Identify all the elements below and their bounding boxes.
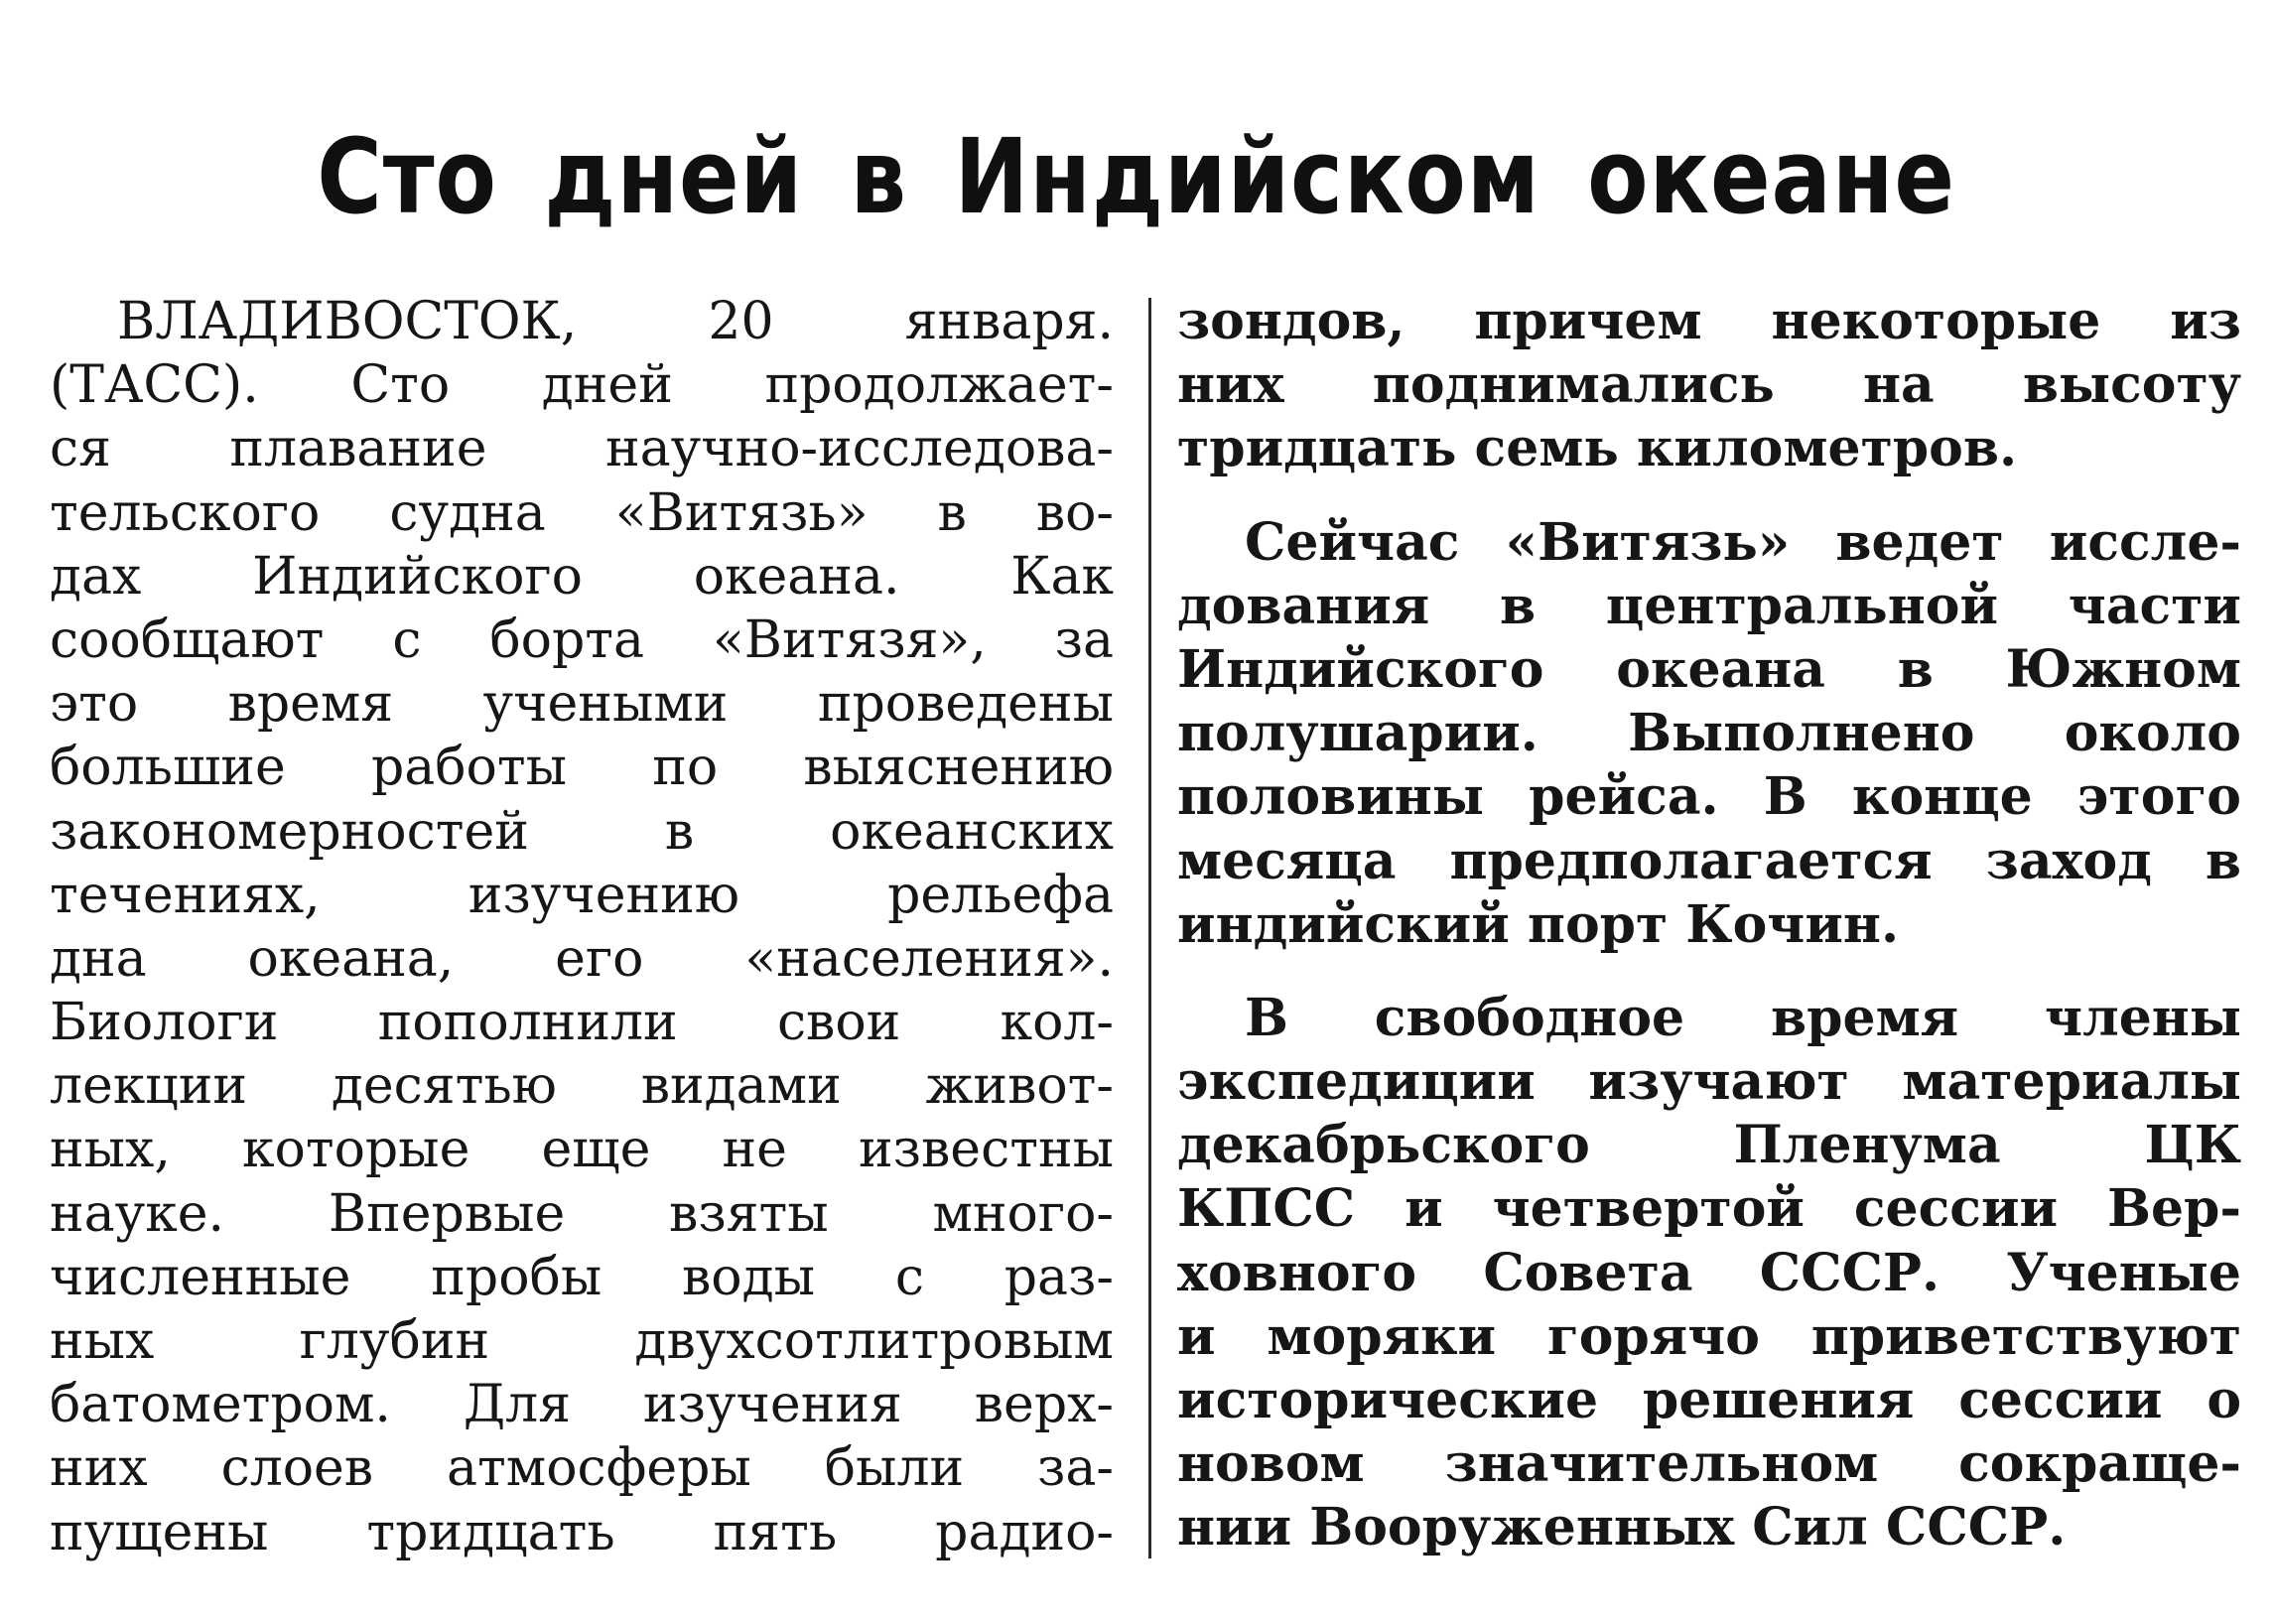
text-line: дах Индийского океана. Как xyxy=(50,546,1114,607)
text-line: индийский порт Кочин. xyxy=(1177,893,1900,955)
text-line: них поднимались на высоту xyxy=(1177,354,2241,416)
text-line: ных глубин двухсотлитровым xyxy=(50,1311,1114,1371)
text-line: Сейчас «Витязь» ведет иссле- xyxy=(1245,511,2241,573)
text-line: ных, которые еще не известны xyxy=(50,1120,1114,1180)
text-line: тельского судна «Витязь» в во- xyxy=(50,482,1114,543)
article-headline: Сто дней в Индийском океане xyxy=(317,116,1955,237)
text-line: Индийского океана в Южном xyxy=(1177,638,2241,700)
paragraph-gap xyxy=(1177,957,2241,987)
text-line: месяца предполагается заход в xyxy=(1177,830,2241,891)
text-line: численные пробы воды с раз- xyxy=(50,1247,1114,1307)
text-line: КПСС и четвертой сессии Вер- xyxy=(1177,1178,2241,1240)
text-line: Биологи пополнили свои кол- xyxy=(50,993,1114,1053)
text-line: (ТАСС). Сто дней продолжает- xyxy=(50,355,1114,416)
text-line: закономерностей в океанских xyxy=(50,801,1114,862)
text-line: ся плавание научно-исследова- xyxy=(50,419,1114,479)
left-column xyxy=(50,290,1114,1564)
text-line: экспедиции изучают материалы xyxy=(1177,1051,2241,1113)
text-line: науке. Впервые взяты много- xyxy=(50,1183,1114,1244)
text-line: декабрьского Пленума ЦК xyxy=(1177,1115,2241,1176)
text-line: лекции десятью видами живот- xyxy=(50,1056,1114,1117)
text-line: течениях, изучению рельефа xyxy=(50,865,1114,925)
text-line: полушарии. Выполнено около xyxy=(1177,703,2241,764)
text-line: нии Вооруженных Сил СССР. xyxy=(1177,1497,2067,1558)
text-line: большие работы по выяснению xyxy=(50,738,1114,798)
text-line: это время учеными проведены xyxy=(50,674,1114,735)
text-line: тридцать семь километров. xyxy=(1177,418,2018,479)
text-line: и моряки горячо приветствуют xyxy=(1177,1305,2241,1367)
text-line: ховного Совета СССР. Ученые xyxy=(1177,1242,2241,1303)
text-line: батометром. Для изучения верх- xyxy=(50,1375,1114,1435)
text-line: половины рейса. В конце этого xyxy=(1177,766,2241,828)
column-divider xyxy=(1148,298,1151,1558)
text-line: дна океана, его «населения». xyxy=(50,928,1114,989)
text-line: сообщают с борта «Витязя», за xyxy=(50,609,1114,670)
right-column xyxy=(1177,290,2241,1560)
text-line: В свободное время члены xyxy=(1245,987,2241,1048)
text-line: зондов, причем некоторые из xyxy=(1177,291,2241,351)
text-line: ВЛАДИВОСТОК, 20 января. xyxy=(117,292,1114,351)
text-line: дования в центральной части xyxy=(1177,575,2241,636)
paragraph-gap xyxy=(1177,481,2241,511)
text-line: исторические решения сессии о xyxy=(1177,1370,2241,1430)
text-line: новом значительном сокраще- xyxy=(1177,1433,2241,1495)
text-line: них слоев атмосферы были за- xyxy=(50,1438,1114,1499)
text-line: пущены тридцать пять радио- xyxy=(50,1502,1114,1562)
